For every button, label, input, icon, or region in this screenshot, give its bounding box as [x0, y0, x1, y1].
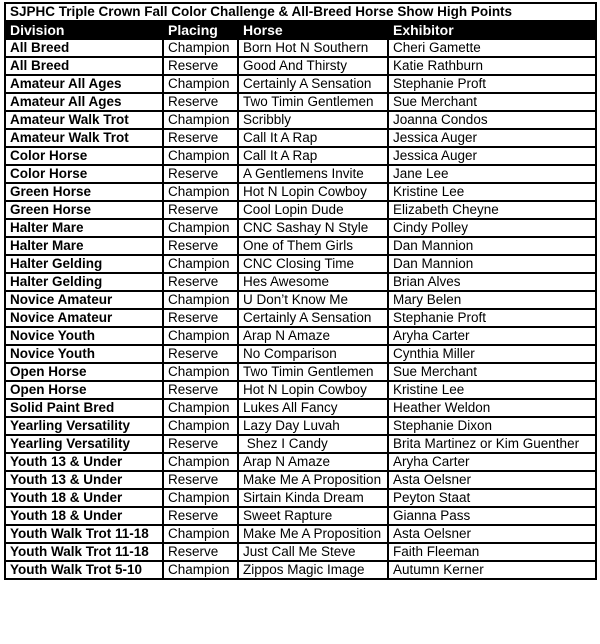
division-cell: Youth 18 & Under [5, 489, 163, 507]
placing-cell: Reserve [163, 345, 238, 363]
placing-cell: Champion [163, 39, 238, 57]
placing-cell: Reserve [163, 471, 238, 489]
placing-cell: Champion [163, 147, 238, 165]
horse-cell: Certainly A Sensation [238, 309, 388, 327]
placing-cell: Champion [163, 255, 238, 273]
column-header-placing: Placing [163, 21, 238, 39]
exhibitor-cell: Dan Mannion [388, 255, 596, 273]
horse-cell: Shez I Candy [238, 435, 388, 453]
placing-cell: Champion [163, 561, 238, 579]
placing-cell: Reserve [163, 57, 238, 75]
horse-cell: Two Timin Gentlemen [238, 93, 388, 111]
column-header-exhibitor: Exhibitor [388, 21, 596, 39]
exhibitor-cell: Jessica Auger [388, 129, 596, 147]
horse-cell: Certainly A Sensation [238, 75, 388, 93]
exhibitor-cell: Faith Fleeman [388, 543, 596, 561]
placing-cell: Champion [163, 417, 238, 435]
exhibitor-cell: Asta Oelsner [388, 525, 596, 543]
placing-cell: Reserve [163, 165, 238, 183]
exhibitor-cell: Kristine Lee [388, 381, 596, 399]
horse-cell: Sweet Rapture [238, 507, 388, 525]
horse-cell: Arap N Amaze [238, 327, 388, 345]
division-cell: Yearling Versatility [5, 417, 163, 435]
horse-cell: Cool Lopin Dude [238, 201, 388, 219]
horse-cell: Lukes All Fancy [238, 399, 388, 417]
division-cell: Halter Mare [5, 219, 163, 237]
table-row [5, 237, 596, 255]
exhibitor-cell: Sue Merchant [388, 363, 596, 381]
exhibitor-cell: Mary Belen [388, 291, 596, 309]
table-row [5, 507, 596, 525]
placing-cell: Reserve [163, 507, 238, 525]
horse-cell: Scribbly [238, 111, 388, 129]
exhibitor-cell: Katie Rathburn [388, 57, 596, 75]
exhibitor-cell: Cindy Polley [388, 219, 596, 237]
horse-cell: Arap N Amaze [238, 453, 388, 471]
horse-cell: Good And Thirsty [238, 57, 388, 75]
horse-cell: Sirtain Kinda Dream [238, 489, 388, 507]
division-cell: Youth 13 & Under [5, 453, 163, 471]
table-row [5, 399, 596, 417]
table-row [5, 381, 596, 399]
placing-cell: Reserve [163, 381, 238, 399]
division-cell: Amateur All Ages [5, 75, 163, 93]
results-table-body [5, 39, 596, 579]
exhibitor-cell: Joanna Condos [388, 111, 596, 129]
exhibitor-cell: Peyton Staat [388, 489, 596, 507]
division-cell: Green Horse [5, 201, 163, 219]
table-row [5, 201, 596, 219]
results-table [4, 2, 597, 580]
exhibitor-cell: Heather Weldon [388, 399, 596, 417]
exhibitor-cell: Cynthia Miller [388, 345, 596, 363]
table-row [5, 327, 596, 345]
placing-cell: Reserve [163, 273, 238, 291]
horse-cell: Lazy Day Luvah [238, 417, 388, 435]
table-row [5, 291, 596, 309]
exhibitor-cell: Elizabeth Cheyne [388, 201, 596, 219]
table-row [5, 489, 596, 507]
division-cell: Youth Walk Trot 5-10 [5, 561, 163, 579]
horse-cell: Hot N Lopin Cowboy [238, 183, 388, 201]
division-cell: Open Horse [5, 381, 163, 399]
table-row [5, 93, 596, 111]
exhibitor-cell: Brita Martinez or Kim Guenther [388, 435, 596, 453]
placing-cell: Reserve [163, 309, 238, 327]
table-row [5, 129, 596, 147]
division-cell: Green Horse [5, 183, 163, 201]
column-header-horse: Horse [238, 21, 388, 39]
division-cell: Halter Gelding [5, 273, 163, 291]
placing-cell: Champion [163, 525, 238, 543]
horse-cell: Hot N Lopin Cowboy [238, 381, 388, 399]
table-row [5, 219, 596, 237]
placing-cell: Champion [163, 489, 238, 507]
table-row [5, 255, 596, 273]
horse-cell: Two Timin Gentlemen [238, 363, 388, 381]
placing-cell: Reserve [163, 129, 238, 147]
exhibitor-cell: Cheri Gamette [388, 39, 596, 57]
division-cell: Novice Amateur [5, 291, 163, 309]
table-row [5, 363, 596, 381]
exhibitor-cell: Gianna Pass [388, 507, 596, 525]
placing-cell: Champion [163, 219, 238, 237]
table-row [5, 471, 596, 489]
horse-cell: No Comparison [238, 345, 388, 363]
placing-cell: Champion [163, 75, 238, 93]
placing-cell: Champion [163, 291, 238, 309]
division-cell: Youth 18 & Under [5, 507, 163, 525]
division-cell: Novice Youth [5, 327, 163, 345]
placing-cell: Champion [163, 111, 238, 129]
placing-cell: Reserve [163, 237, 238, 255]
exhibitor-cell: Asta Oelsner [388, 471, 596, 489]
table-row [5, 417, 596, 435]
exhibitor-cell: Stephanie Proft [388, 309, 596, 327]
exhibitor-cell: Aryha Carter [388, 327, 596, 345]
table-row [5, 273, 596, 291]
division-cell: Novice Amateur [5, 309, 163, 327]
exhibitor-cell: Sue Merchant [388, 93, 596, 111]
division-cell: Color Horse [5, 147, 163, 165]
placing-cell: Reserve [163, 93, 238, 111]
placing-cell: Champion [163, 399, 238, 417]
title-row [5, 3, 596, 21]
division-cell: All Breed [5, 39, 163, 57]
table-row [5, 435, 596, 453]
table-row [5, 57, 596, 75]
division-cell: Halter Mare [5, 237, 163, 255]
exhibitor-cell: Kristine Lee [388, 183, 596, 201]
horse-cell: Hes Awesome [238, 273, 388, 291]
division-cell: Youth 13 & Under [5, 471, 163, 489]
page-title: SJPHC Triple Crown Fall Color Challenge & All-Breed Horse Show High Points [5, 3, 596, 21]
horse-cell: Call It A Rap [238, 129, 388, 147]
division-cell: Halter Gelding [5, 255, 163, 273]
horse-cell: U Don’t Know Me [238, 291, 388, 309]
division-cell: Amateur Walk Trot [5, 111, 163, 129]
header-row [5, 21, 596, 39]
placing-cell: Champion [163, 183, 238, 201]
table-row [5, 75, 596, 93]
division-cell: Novice Youth [5, 345, 163, 363]
horse-cell: CNC Closing Time [238, 255, 388, 273]
exhibitor-cell: Jane Lee [388, 165, 596, 183]
division-cell: Open Horse [5, 363, 163, 381]
exhibitor-cell: Dan Mannion [388, 237, 596, 255]
exhibitor-cell: Brian Alves [388, 273, 596, 291]
horse-cell: Just Call Me Steve [238, 543, 388, 561]
table-row [5, 111, 596, 129]
exhibitor-cell: Aryha Carter [388, 453, 596, 471]
placing-cell: Champion [163, 363, 238, 381]
horse-cell: Zippos Magic Image [238, 561, 388, 579]
placing-cell: Champion [163, 453, 238, 471]
placing-cell: Champion [163, 327, 238, 345]
division-cell: Amateur Walk Trot [5, 129, 163, 147]
division-cell: Amateur All Ages [5, 93, 163, 111]
division-cell: All Breed [5, 57, 163, 75]
exhibitor-cell: Stephanie Proft [388, 75, 596, 93]
division-cell: Youth Walk Trot 11-18 [5, 543, 163, 561]
placing-cell: Reserve [163, 201, 238, 219]
horse-cell: Make Me A Proposition [238, 525, 388, 543]
table-row [5, 561, 596, 579]
horse-cell: Call It A Rap [238, 147, 388, 165]
table-row [5, 453, 596, 471]
column-header-division: Division [5, 21, 163, 39]
division-cell: Solid Paint Bred [5, 399, 163, 417]
table-row [5, 147, 596, 165]
exhibitor-cell: Stephanie Dixon [388, 417, 596, 435]
division-cell: Yearling Versatility [5, 435, 163, 453]
table-row [5, 525, 596, 543]
horse-cell: Make Me A Proposition [238, 471, 388, 489]
horse-cell: CNC Sashay N Style [238, 219, 388, 237]
table-row [5, 39, 596, 57]
table-row [5, 183, 596, 201]
table-row [5, 165, 596, 183]
horse-cell: One of Them Girls [238, 237, 388, 255]
exhibitor-cell: Autumn Kerner [388, 561, 596, 579]
table-row [5, 543, 596, 561]
horse-cell: Born Hot N Southern [238, 39, 388, 57]
exhibitor-cell: Jessica Auger [388, 147, 596, 165]
horse-cell: A Gentlemens Invite [238, 165, 388, 183]
table-row [5, 309, 596, 327]
table-row [5, 345, 596, 363]
placing-cell: Reserve [163, 435, 238, 453]
placing-cell: Reserve [163, 543, 238, 561]
division-cell: Youth Walk Trot 11-18 [5, 525, 163, 543]
division-cell: Color Horse [5, 165, 163, 183]
